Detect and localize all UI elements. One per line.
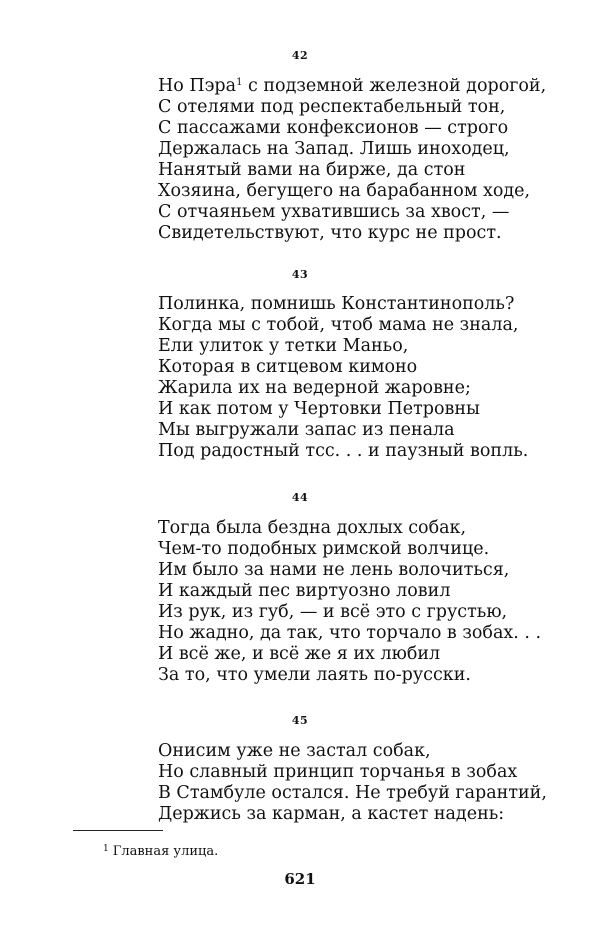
verse-line: Нанятый вами на бирже, да стон (158, 160, 466, 180)
stanza (158, 518, 578, 686)
verse-line: Но славный принцип торчанья в зобах (158, 762, 518, 782)
stanza-number: 42 (291, 49, 309, 62)
verse-line: И как потом у Чертовки Петровны (158, 399, 480, 419)
footnote-marker: 1 (103, 844, 109, 854)
verse-line: С пассажами конфексионов — строго (158, 118, 509, 138)
footnote-reference: 1 (236, 77, 243, 88)
verse-line: Чем-то подобных римской волчице. (158, 539, 490, 559)
verse-line: Которая в ситцевом кимоно (158, 357, 418, 377)
verse-line: Тогда была бездна дохлых собак, (158, 518, 467, 538)
verse-line: Под радостный тсс. . . и паузный вопль. (158, 441, 529, 461)
verse-line: Держалась на Запад. Лишь иноходец, (158, 139, 510, 159)
verse-line: Когда мы с тобой, чтоб мама не знала, (158, 315, 519, 335)
stanza (158, 741, 578, 825)
verse-line: С отелями под респектабельный тон, (158, 97, 506, 117)
verse-line: Из рук, из губ, — и всё это с грустью, (158, 602, 508, 622)
stanza-number: 45 (291, 714, 309, 727)
stanza (158, 294, 578, 462)
verse-line: Полинка, помнишь Константинополь? (158, 294, 515, 314)
verse-line: Но жадно, да так, что торчало в зобах. . . (158, 623, 542, 643)
footnote (103, 844, 218, 859)
verse-line: В Стамбуле остался. Не требуй гарантий, (158, 783, 547, 803)
verse-line: Онисим уже не застал собак, (158, 741, 431, 761)
page-number: 621 (284, 870, 316, 888)
verse-line: Им было за нами не лень волочиться, (158, 560, 510, 580)
verse-line (158, 76, 578, 97)
verse-line: Держись за карман, а кастет надень: (158, 804, 505, 824)
stanza-number: 44 (291, 491, 309, 504)
stanza-number: 43 (291, 268, 309, 281)
verse-line: Ели улиток у тетки Маньо, (158, 336, 409, 356)
verse-line: И каждый пес виртуозно ловил (158, 581, 451, 601)
verse-line-rest: с подземной железной дорогой, (242, 76, 547, 96)
stanza (158, 76, 578, 244)
footnote-text: Главная улица. (112, 844, 219, 859)
footnote-divider (73, 830, 163, 831)
verse-line: Жарила их на ведерной жаровне; (158, 378, 471, 398)
verse-line: Мы выгружали запас из пенала (158, 420, 455, 440)
verse-line-start: Но Пэра (158, 76, 237, 96)
verse-line: Свидетельствуют, что курс не прост. (158, 223, 502, 243)
verse-line: За то, что умели лаять по-русски. (158, 665, 471, 685)
verse-line: Хозяина, бегущего на барабанном ходе, (158, 181, 531, 201)
verse-line: И всё же, и всё же я их любил (158, 644, 441, 664)
verse-line: С отчаяньем ухватившись за хвост, — (158, 202, 510, 222)
